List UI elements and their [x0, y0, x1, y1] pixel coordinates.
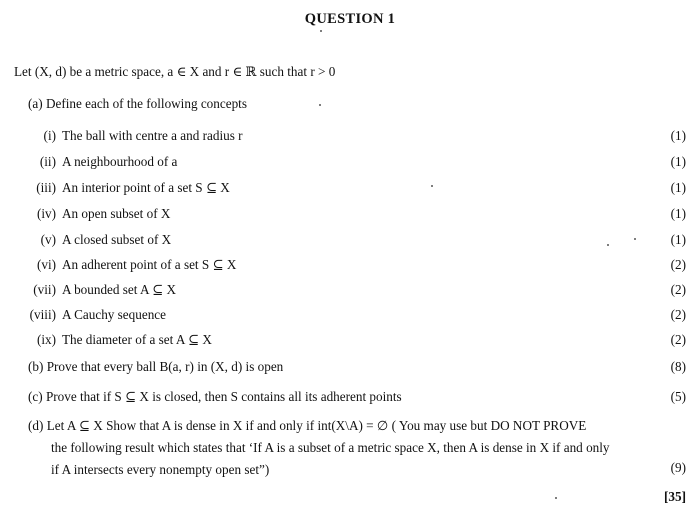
scan-speck — [634, 238, 636, 240]
item-number: (iv) — [36, 206, 56, 221]
item-number: (iii) — [36, 180, 56, 195]
question-title: QUESTION 1 — [304, 11, 396, 27]
item-marks: (2) — [670, 307, 686, 322]
item-text: A Cauchy sequence — [62, 307, 166, 322]
part-d-marks: (9) — [670, 460, 686, 475]
item-text: An adherent point of a set S ⊆ X — [62, 257, 237, 272]
definition-item — [28, 257, 236, 273]
intro-text: Let (X, d) be a metric space, a ∈ X and r ∈ ℝ such that r > 0 — [14, 64, 336, 79]
definition-item — [28, 128, 243, 144]
scan-speck — [607, 244, 609, 246]
item-marks: (2) — [670, 332, 686, 347]
item-text: A closed subset of X — [62, 232, 172, 247]
item-number: (i) — [43, 128, 56, 143]
part-c-text: Prove that if S ⊆ X is closed, then S contains all its adherent points — [45, 389, 402, 404]
scan-speck — [320, 30, 322, 32]
item-text: An interior point of a set S ⊆ X — [62, 180, 230, 195]
part-d-line-1 — [28, 418, 586, 434]
item-text: The ball with centre a and radius r — [62, 128, 243, 143]
item-text: A bounded set A ⊆ X — [62, 282, 176, 297]
item-text: A neighbourhood of a — [62, 154, 178, 169]
item-marks: (1) — [670, 154, 686, 169]
part-c-marks: (5) — [670, 389, 686, 404]
part-a-heading — [28, 96, 247, 112]
definition-item — [28, 180, 230, 196]
item-marks: (1) — [670, 232, 686, 247]
item-number: (vi) — [36, 257, 56, 272]
part-c — [28, 389, 402, 405]
total-marks: [35] — [664, 489, 686, 504]
definition-item — [28, 232, 171, 248]
item-text: An open subset of X — [62, 206, 171, 221]
part-a-text: Define each of the following concepts — [45, 96, 247, 111]
definition-item — [28, 154, 177, 170]
part-b — [28, 359, 283, 375]
part-c-label: (c) — [28, 389, 43, 404]
part-b-label: (b) — [28, 359, 44, 374]
part-d-label: (d) — [28, 418, 44, 433]
part-d-line-2: the following result which states that ‘If A is a subset of a metric space X, then A is dense in X if and only — [51, 440, 610, 455]
part-b-text: Prove that every ball B(a, r) in (X, d) is open — [46, 359, 284, 374]
definition-item — [28, 282, 176, 298]
scan-speck — [555, 497, 557, 499]
item-marks: (1) — [670, 180, 686, 195]
definition-item — [28, 332, 212, 348]
part-d-text-1: Let A ⊆ X Show that A is dense in X if and only if int(X\A) = ∅ ( You may use but DO NOT PROVE — [46, 418, 587, 433]
item-marks: (1) — [670, 128, 686, 143]
item-number: (viii) — [29, 307, 56, 322]
definition-item — [28, 206, 170, 222]
scan-speck — [319, 104, 321, 106]
item-number: (ix) — [36, 332, 56, 347]
part-b-marks: (8) — [670, 359, 686, 374]
definition-item — [28, 307, 166, 323]
item-number: (v) — [40, 232, 56, 247]
part-d-line-3: if A intersects every nonempty open set”) — [51, 462, 270, 477]
scan-speck — [431, 185, 433, 187]
part-a-label: (a) — [28, 96, 43, 111]
item-text: The diameter of a set A ⊆ X — [62, 332, 212, 347]
item-number: (vii) — [33, 282, 56, 297]
item-marks: (1) — [670, 206, 686, 221]
item-number: (ii) — [39, 154, 56, 169]
item-marks: (2) — [670, 282, 686, 297]
item-marks: (2) — [670, 257, 686, 272]
